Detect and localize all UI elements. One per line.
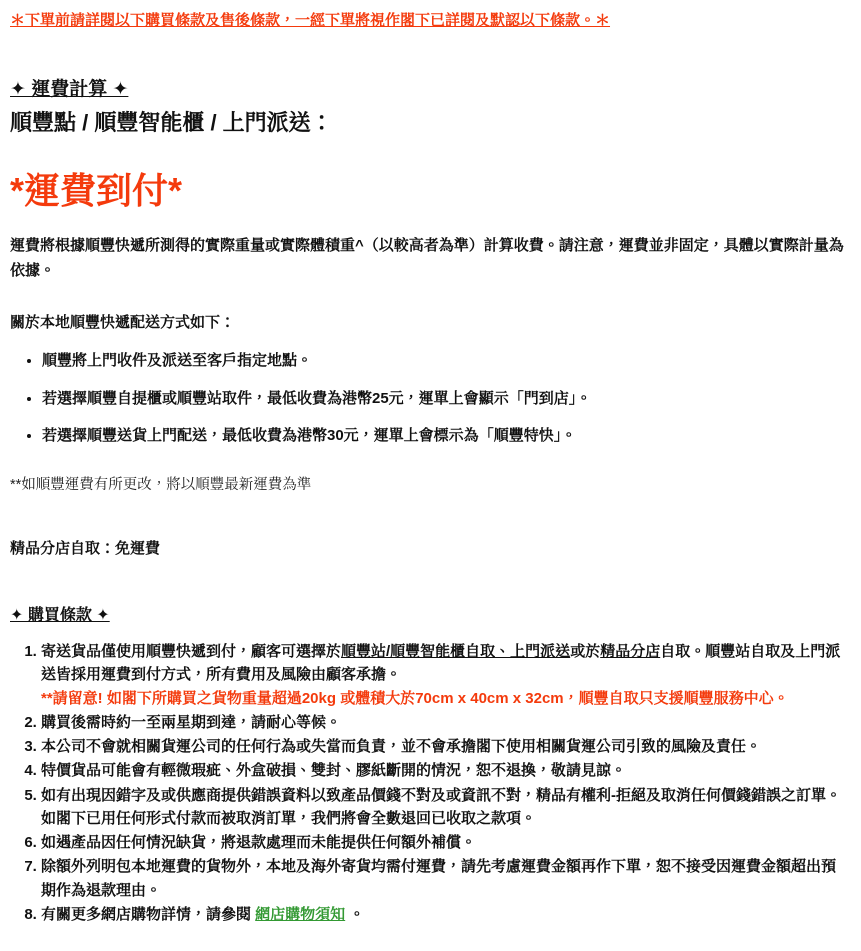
list-item-door-pickup: • 順豐將上門收件及派送至客戶指定地點。 (42, 350, 847, 373)
delivery-methods-intro: 關於本地順豐快遞配送方式如下： (10, 314, 236, 332)
term-text: 。 (345, 905, 365, 923)
purchase-terms-list (10, 640, 847, 926)
term-item-shipping-cost-responsibility: 7. 除額外列明包本地運費的貨物外，本地及海外寄貨均需付運費，請先考慮運費金額再作下單，恕不接受因運費金額超出預期作為退款理由。 (41, 855, 847, 902)
shopping-guide-link[interactable]: 網店購物須知 (255, 905, 346, 923)
term-item-delivery-time: 2. 購買後需時約一至兩星期到達，請耐心等候。 (41, 711, 847, 734)
term-item-pricing-errors: 5. 如有出現因錯字及或供應商提供錯誤資料以致產品價錢不對及或資訊不對，精品有權利-拒絕及取消任何價錢錯誤之訂單。如閣下已用任何形式付款而被取消訂單，我們將會全數退回已收取之款項。 (41, 784, 847, 831)
term-text: 寄送貨品僅使用順豐快遞到付，顧客可選擇於 (41, 643, 342, 661)
shipping-fee-intro: 運費將根據順豐快遞所測得的實際重量或實際體積重^（以較高者為準）計算收費。請注意，運費並非固定，具體以實際計量為依據。 (10, 236, 844, 279)
size-weight-limit-warning: **請留意! 如閣下所購買之貨物重量超過20kg 或體積大於70cm x 40cm x 32cm，順豐自取只支援順豐服務中心。 (41, 689, 789, 707)
boutique-store-emphasis: 精品分店 (600, 643, 661, 661)
term-item-more-info (41, 903, 847, 926)
list-item-home-delivery-fee: • 若選擇順豐送貨上門配送，最低收費為港幣30元，運單上會標示為「順豐特快」。 (42, 425, 847, 448)
term-item-shipping-options (41, 640, 847, 710)
delivery-methods-list (10, 350, 847, 448)
purchase-terms-heading: ✦ 購買條款 ✦ (10, 607, 110, 625)
pickup-options-emphasis: 順豐站/順豐智能櫃自取、上門派送 (341, 643, 571, 661)
term-text: 自取。順豐站自取及上門派送皆採用運費到付方式，所有費用及風險由顧客承擔。 (41, 643, 841, 684)
fee-change-note: **如順豐運費有所更改，將以順豐最新運費為準 (10, 476, 312, 493)
term-item-discounted-goods: 4. 特價貨品可能會有輕微瑕疵、外盒破損、雙封、膠紙斷開的情況，恕不退換，敬請見諒。 (41, 759, 847, 782)
term-text: 有關更多網店購物詳情，請參閱 (41, 905, 256, 923)
store-pickup-free-note: 精品分店自取：免運費 (10, 540, 161, 558)
term-item-out-of-stock: 6. 如遇產品因任何情況缺貨，將退款處理而未能提供任何額外補償。 (41, 831, 847, 854)
term-text: 或於 (570, 643, 601, 661)
freight-collect-title: *運費到付* (10, 170, 183, 212)
term-item-courier-liability: 3. 本公司不會就相關貨運公司的任何行為或失當而負責，並不會承擔閣下使用相關貨運公司引致的風險及責任。 (41, 735, 847, 758)
shipping-methods-subheading: 順豐點 / 順豐智能櫃 / 上門派送： (10, 109, 333, 135)
list-item-locker-station-fee: • 若選擇順豐自提櫃或順豐站取件，最低收費為港幣25元，運單上會顯示「門到店」。 (42, 388, 847, 411)
shipping-calculation-heading: ✦ 運費計算 ✦ (10, 79, 129, 100)
pre-order-notice: ＊下單前請詳閱以下購買條款及售後條款，一經下單將視作閣下已詳閱及默認以下條款。＊ (10, 12, 611, 29)
